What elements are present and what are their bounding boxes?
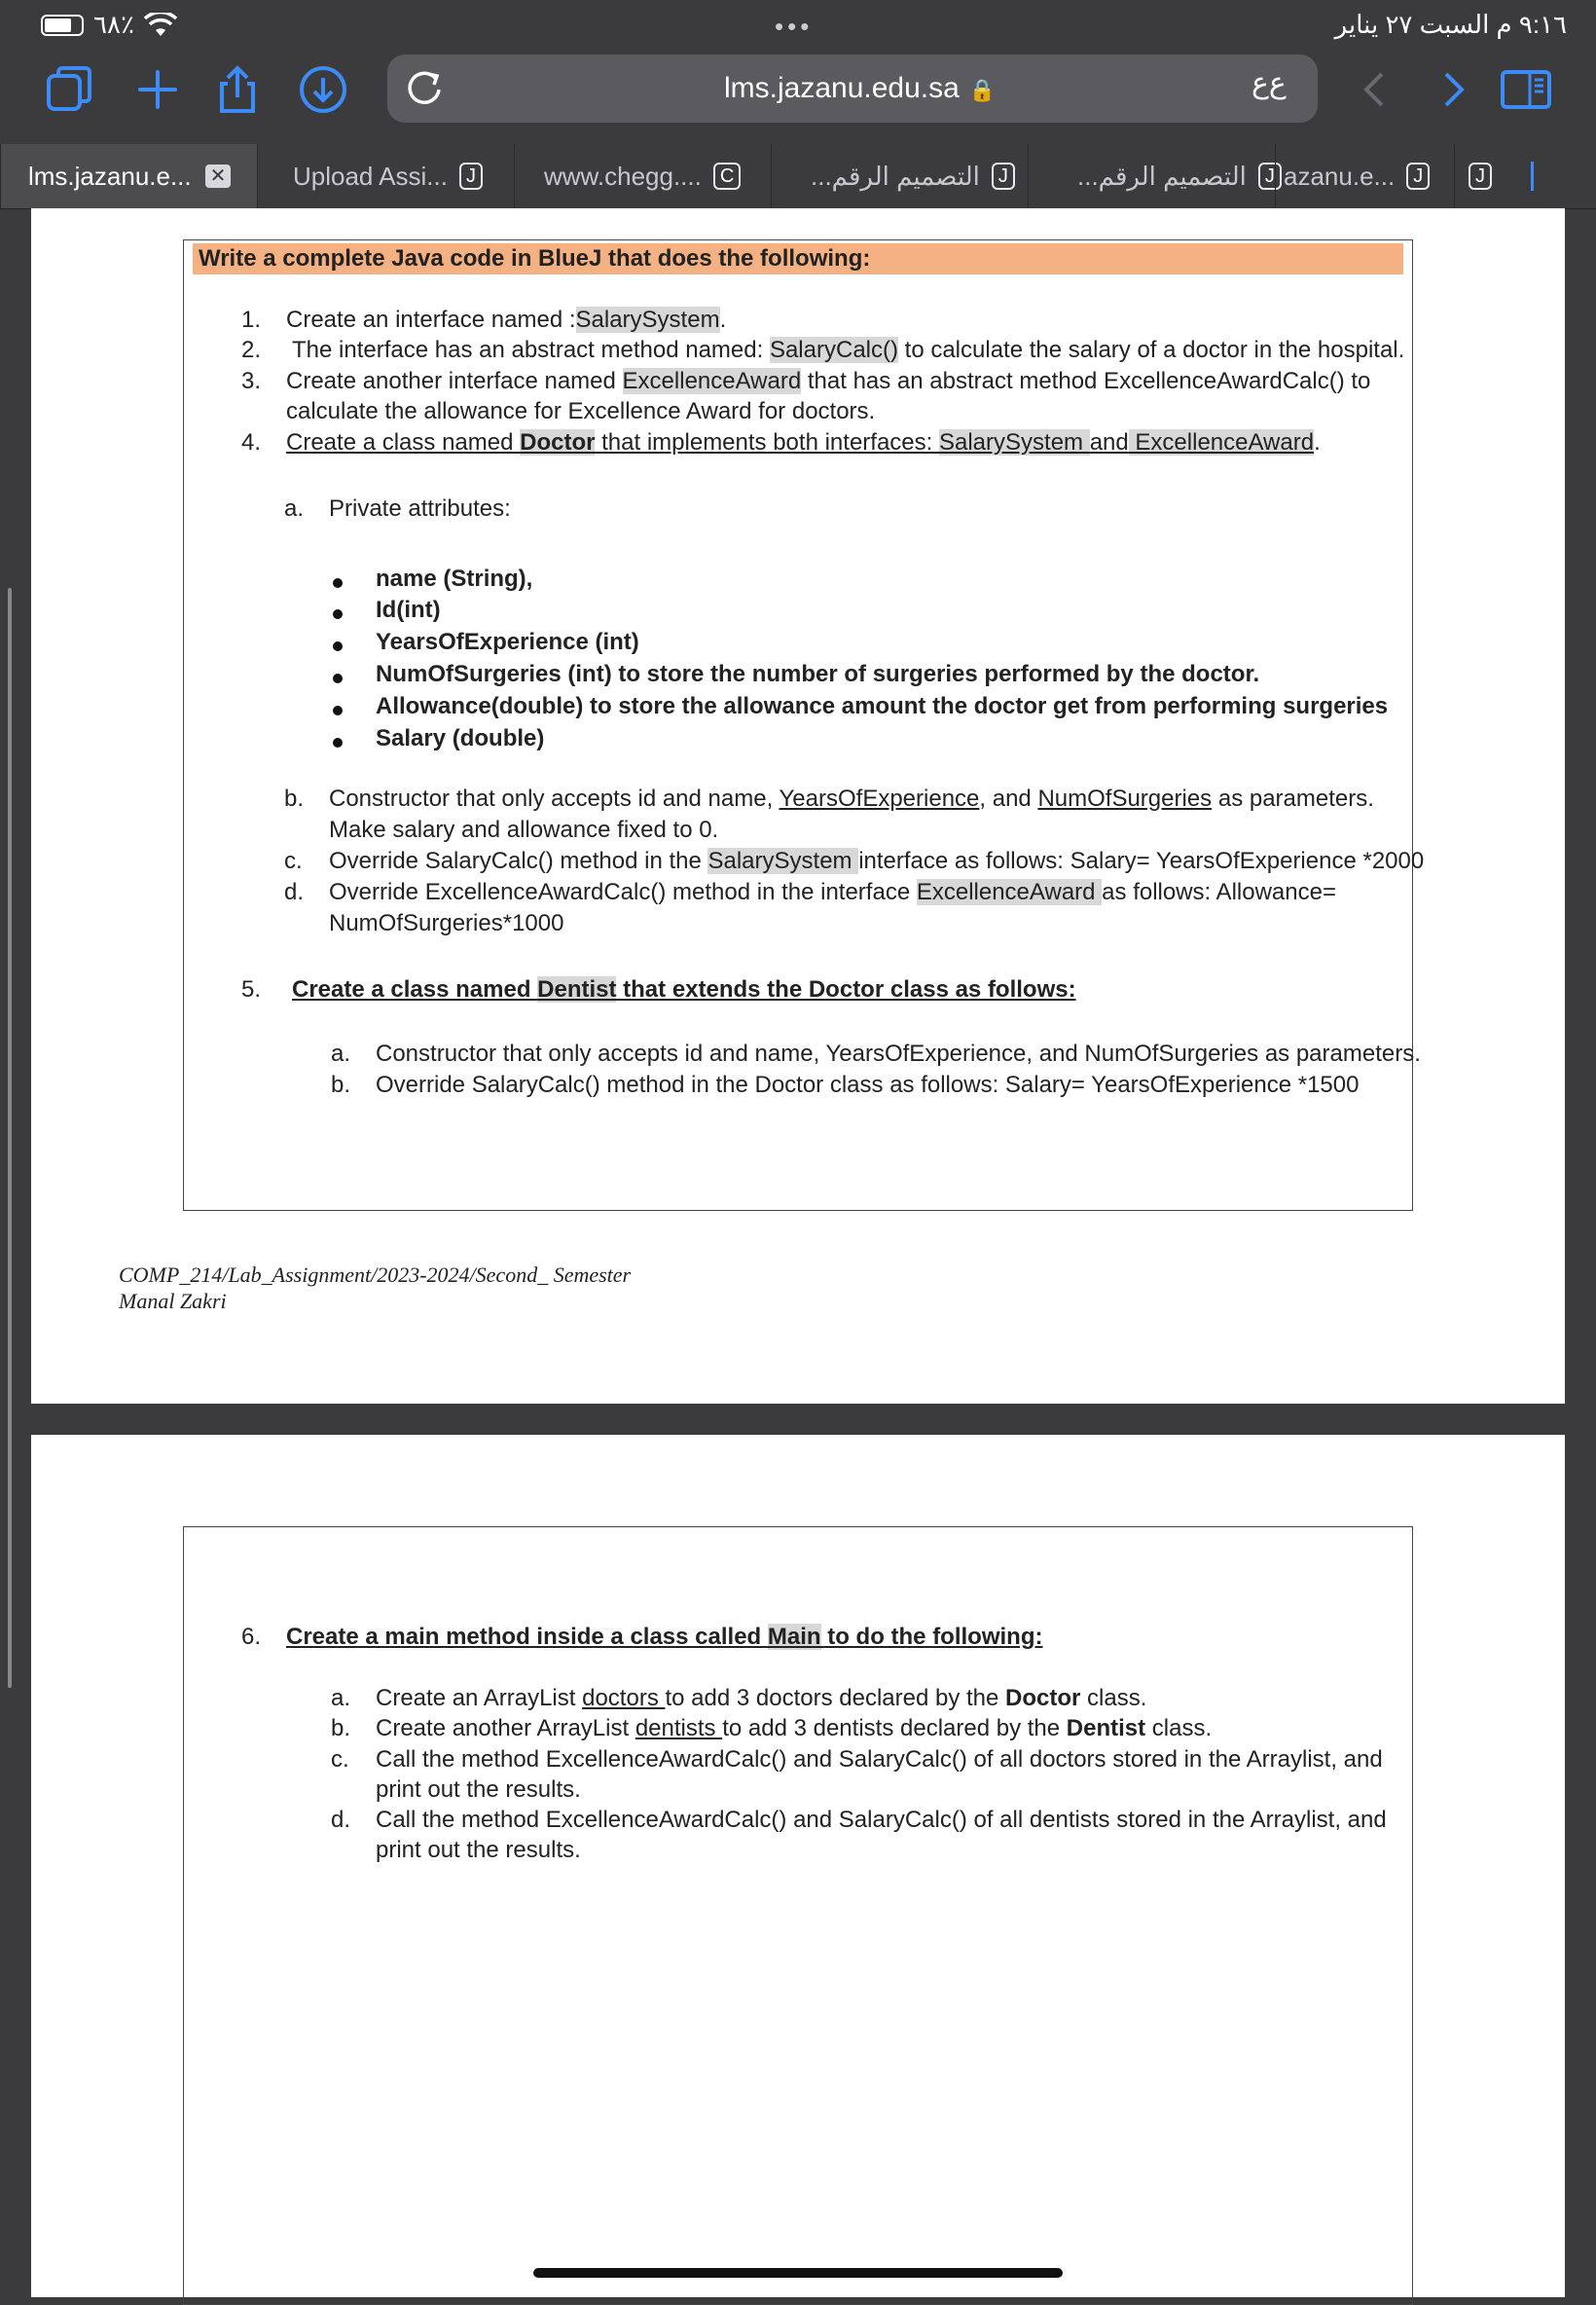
tab-jazanu[interactable] bbox=[1275, 144, 1454, 208]
allowance-override-spec: Override ExcellenceAwardCalc() method in the interface ExcellenceAward as follows: Allowance= bbox=[329, 879, 1336, 905]
footer-course: COMP_214/Lab_Assignment/2023-2024/Second_ Semester bbox=[119, 1262, 632, 1287]
list-number: 2. bbox=[241, 337, 262, 363]
tab-lms[interactable] bbox=[0, 144, 257, 208]
document-page-2 bbox=[31, 1435, 1565, 2297]
forward-icon[interactable] bbox=[1425, 62, 1479, 117]
constructor-spec-cont: Make salary and allowance fixed to 0. bbox=[329, 817, 719, 843]
item-2: The interface has an abstract method named: SalaryCalc() to calculate the salary of a doctor in the hospital. bbox=[292, 337, 1405, 363]
sub-label: a. bbox=[331, 1041, 351, 1067]
allowance-override-cont: NumOfSurgeries*1000 bbox=[329, 910, 564, 936]
tab-design-1[interactable] bbox=[771, 144, 1028, 208]
status-left bbox=[41, 10, 177, 40]
multitasking-dots[interactable]: ••• bbox=[775, 12, 814, 41]
reload-icon[interactable] bbox=[401, 64, 450, 113]
share-icon[interactable] bbox=[210, 62, 265, 117]
close-tab-icon[interactable]: ✕ bbox=[205, 165, 232, 188]
tab-chegg[interactable] bbox=[514, 144, 771, 208]
wifi-icon bbox=[144, 13, 177, 38]
url-text[interactable] bbox=[724, 72, 996, 105]
list-number: 3. bbox=[241, 368, 262, 394]
bullet bbox=[333, 609, 343, 619]
scroll-indicator[interactable] bbox=[8, 588, 12, 1688]
main-step-c-cont: print out the results. bbox=[376, 1776, 581, 1803]
sub-label: a. bbox=[331, 1685, 351, 1711]
download-icon[interactable] bbox=[296, 62, 350, 117]
bullet bbox=[333, 706, 343, 715]
footer-author: Manal Zakri bbox=[119, 1289, 227, 1313]
dentist-salary-spec: Override SalaryCalc() method in the Doctor class as follows: Salary= YearsOfExperience *1500 bbox=[376, 1072, 1360, 1098]
tab-design-2[interactable] bbox=[1028, 144, 1285, 208]
tab-label: Upload Assi... bbox=[293, 161, 448, 191]
favicon-icon: J bbox=[1406, 163, 1430, 190]
favicon-icon: J bbox=[992, 163, 1015, 190]
sub-label: c. bbox=[284, 848, 303, 874]
battery-icon bbox=[41, 15, 84, 36]
attribute-item: NumOfSurgeries (int) to store the number of surgeries performed by the doctor. bbox=[376, 661, 1260, 687]
battery-level: ٦٨٪ bbox=[93, 10, 134, 39]
tab-scroll-indicator bbox=[1531, 162, 1534, 191]
dentist-constructor-spec: Constructor that only accepts id and name, YearsOfExperience, and NumOfSurgeries as parameters. bbox=[376, 1041, 1421, 1067]
document-page-1 bbox=[31, 208, 1565, 1404]
main-step-d: Call the method ExcellenceAwardCalc() and SalaryCalc() of all dentists stored in the Arraylist, and bbox=[376, 1807, 1387, 1833]
tab-label: lms.jazanu.e... bbox=[28, 161, 192, 191]
attribute-item: Id(int) bbox=[376, 597, 441, 623]
sub-label: c. bbox=[331, 1746, 349, 1773]
new-tab-icon[interactable] bbox=[130, 62, 185, 117]
tab-label: التصميم الرقم... bbox=[1077, 161, 1247, 191]
item-5: Create a class named Dentist that extends the Doctor class as follows: bbox=[292, 976, 1076, 1003]
list-number: 5. bbox=[241, 976, 262, 1003]
status-bar bbox=[0, 0, 1596, 49]
sub-label: a. bbox=[284, 495, 305, 522]
item-3: Create another interface named ExcellenceAward that has an abstract method ExcellenceAwardCalc() to bbox=[286, 368, 1371, 394]
attribute-item: YearsOfExperience (int) bbox=[376, 629, 639, 655]
main-step-c: Call the method ExcellenceAwardCalc() and SalaryCalc() of all doctors stored in the Arraylist, and bbox=[376, 1746, 1383, 1773]
main-step-a: Create an ArrayList doctors to add 3 doctors declared by the Doctor class. bbox=[376, 1685, 1147, 1711]
favicon-icon: J bbox=[1469, 163, 1492, 190]
list-number: 6. bbox=[241, 1624, 262, 1650]
sub-label: d. bbox=[331, 1807, 351, 1833]
private-attributes-label: Private attributes: bbox=[329, 495, 511, 522]
sub-label: b. bbox=[284, 786, 305, 812]
address-bar[interactable] bbox=[387, 55, 1318, 123]
back-icon[interactable] bbox=[1349, 62, 1403, 117]
tab-extra[interactable] bbox=[1454, 144, 1596, 208]
home-indicator[interactable] bbox=[533, 2268, 1063, 2278]
bullet bbox=[333, 578, 343, 588]
sidebar-icon[interactable] bbox=[1499, 62, 1553, 117]
sub-label: d. bbox=[284, 879, 305, 905]
url-label: lms.jazanu.edu.sa bbox=[724, 72, 960, 104]
favicon-icon: J bbox=[459, 163, 483, 190]
lock-icon: 🔒 bbox=[968, 78, 997, 102]
item-6: Create a main method inside a class called Main to do the following: bbox=[286, 1624, 1043, 1650]
sub-label: b. bbox=[331, 1715, 351, 1741]
main-step-d-cont: print out the results. bbox=[376, 1837, 581, 1863]
attribute-item: name (String), bbox=[376, 566, 533, 592]
tab-label: التصميم الرقم... bbox=[811, 161, 980, 191]
bullet bbox=[333, 641, 343, 651]
reader-mode-button[interactable]: ﻉﻉ bbox=[1251, 67, 1287, 99]
item-1: Create an interface named :SalarySystem. bbox=[286, 307, 727, 333]
salary-override-spec: Override SalaryCalc() method in the SalarySystem interface as follows: Salary= YearsOfExperience *2000 bbox=[329, 848, 1425, 874]
sub-label: b. bbox=[331, 1072, 351, 1098]
main-step-b: Create another ArrayList dentists to add 3 dentists declared by the Dentist class. bbox=[376, 1715, 1213, 1741]
list-number: 1. bbox=[241, 307, 262, 333]
tab-label: azanu.e... bbox=[1284, 161, 1396, 191]
attribute-item: Allowance(double) to store the allowance amount the doctor get from performing surgeries bbox=[376, 693, 1389, 719]
clock: ٩:١٦ م السبت ٢٧ يناير bbox=[1334, 10, 1567, 39]
tab-label: www.chegg.... bbox=[544, 161, 702, 191]
favicon-icon: J bbox=[1258, 163, 1282, 190]
assignment-heading: Write a complete Java code in BlueJ that does the following: bbox=[193, 243, 1403, 274]
tab-bar bbox=[0, 144, 1596, 209]
attribute-item: Salary (double) bbox=[376, 725, 545, 751]
item-4: Create a class named Doctor that implements both interfaces: SalarySystem and ExcellenceAward. bbox=[286, 429, 1321, 456]
constructor-spec: Constructor that only accepts id and name, YearsOfExperience, and NumOfSurgeries as parameters. bbox=[329, 786, 1374, 812]
bullet bbox=[333, 674, 343, 683]
item-3-cont: calculate the allowance for Excellence Award for doctors. bbox=[286, 398, 876, 424]
favicon-icon: C bbox=[713, 163, 741, 190]
bullet bbox=[333, 738, 343, 748]
tab-upload[interactable] bbox=[257, 144, 514, 208]
tab-overview-icon[interactable] bbox=[43, 62, 97, 117]
list-number: 4. bbox=[241, 429, 262, 456]
